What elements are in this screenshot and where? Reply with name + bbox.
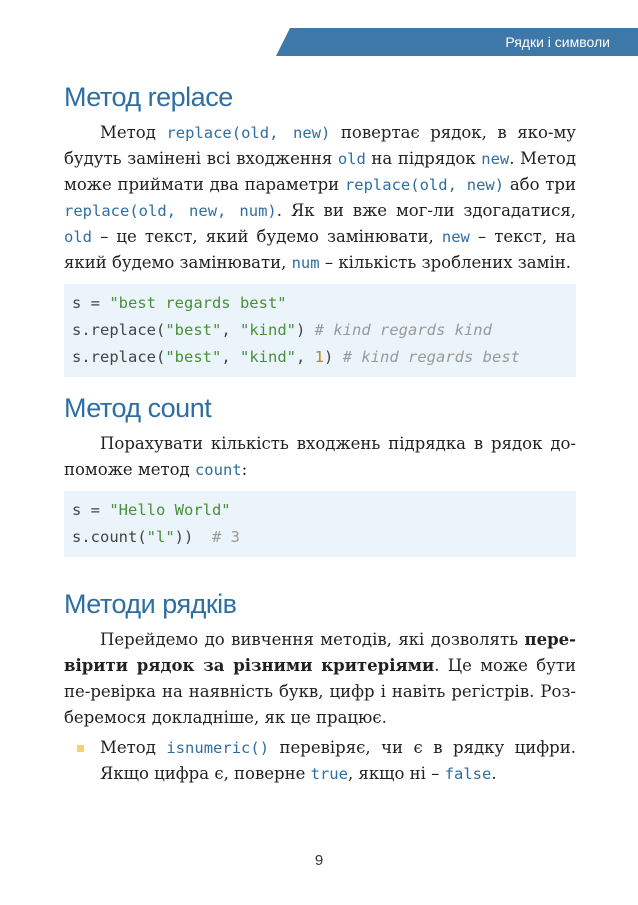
code-line: s.replace("best", "kind") # kind regards kind bbox=[72, 321, 492, 339]
page-content bbox=[64, 80, 576, 787]
code-block-replace bbox=[64, 284, 576, 377]
code-line: s.count("l")) # 3 bbox=[72, 528, 240, 546]
paragraph-replace: Метод replace(old, new) повертає рядок, в яко-му будуть замінені всі входження old на підрядок new. Метод може приймати два параметри replace(old, new) або три replace(old, new, num). Як ви вже мог-ли здогадатися, old – це текст, який будемо замінювати, new – текст, на який будемо замінювати, num – кількість зроблених замін. bbox=[64, 123, 577, 272]
list-item: Метод isnumeric() перевіряє, чи є в рядку цифри. Якщо цифра є, поверне true, якщо ні – false. bbox=[64, 735, 576, 787]
code-line: s = "Hello World" bbox=[72, 501, 231, 519]
paragraph-methods: Перейдемо до вивчення методів, які дозволять пере-вірити рядок за різними критеріями. Це може бути пе-ревірка на наявність букв, цифр і навіть регістрів. Роз-беремося докладніше, як це працює. bbox=[64, 630, 576, 727]
heading-count: Метод count bbox=[64, 393, 212, 423]
running-header: Рядки і символи bbox=[505, 34, 610, 50]
heading-methods: Методи рядків bbox=[64, 589, 237, 619]
bullet-list bbox=[64, 735, 576, 787]
page-number: 9 bbox=[314, 852, 324, 869]
code-block-count bbox=[64, 491, 576, 557]
code-line: s = "best regards best" bbox=[72, 294, 287, 312]
bullet-square-icon bbox=[77, 745, 84, 752]
heading-replace: Метод replace bbox=[64, 82, 233, 112]
code-line: s.replace("best", "kind", 1) # kind regards best bbox=[72, 348, 520, 366]
paragraph-count: Порахувати кількість входжень підрядка в рядок до-поможе метод count: bbox=[64, 434, 576, 479]
